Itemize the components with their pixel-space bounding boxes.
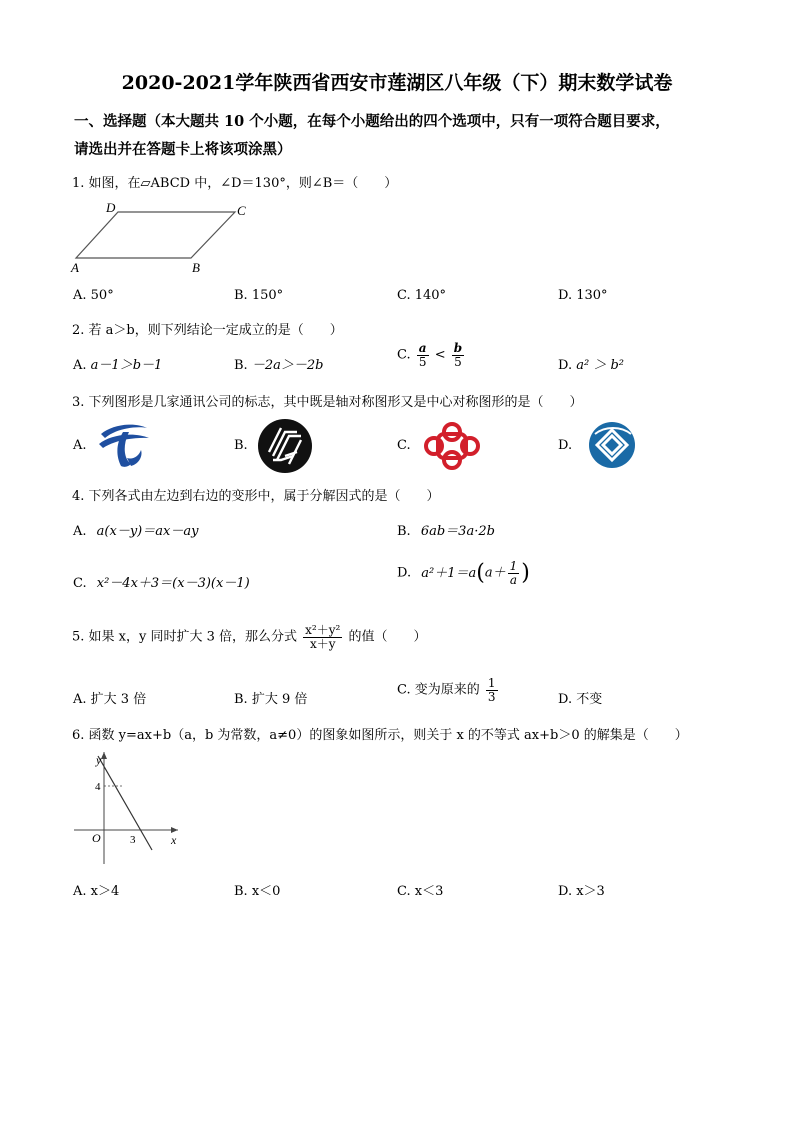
section-heading-line2: 请选出并在答题卡上将该项涂黑）	[74, 141, 292, 158]
question-1-stem: 1. 如图，在▱ABCD 中，∠D＝130°，则∠B＝（ ）	[72, 176, 398, 191]
fraction-numerator: b	[453, 341, 463, 355]
q2-option-a-expr: a－1＞b－1	[90, 358, 163, 373]
q5-fraction	[303, 624, 342, 650]
q4-option-b-letter: B.	[397, 524, 411, 539]
q5-option-c-fraction	[486, 677, 498, 703]
q5-option-d[interactable]: D. 不变	[558, 692, 603, 707]
fraction-numerator: 1	[509, 559, 518, 573]
q1-option-d[interactable]: D. 130°	[558, 288, 608, 303]
fraction-denominator: 5	[454, 354, 462, 369]
q4-option-a-expr: a(x－y)＝ax－ay	[96, 524, 199, 539]
q4-option-d-fraction	[508, 560, 520, 586]
linear-function-graph	[70, 746, 185, 866]
q2-option-b-expr: －2a＞－2b	[251, 358, 324, 373]
x-axis-label: x	[171, 833, 177, 847]
q2-option-a[interactable]	[73, 354, 162, 373]
china-mobile-logo	[585, 420, 639, 470]
left-paren: (	[476, 560, 485, 586]
vertex-c-label: C	[237, 203, 246, 218]
origin-label: O	[92, 831, 101, 845]
q2-option-d-letter: D.	[558, 358, 573, 373]
vertex-b-label: B	[192, 260, 200, 275]
q2-option-d-expr: a² ＞ b²	[576, 358, 624, 373]
x-intercept-label: 3	[130, 834, 136, 846]
vertex-a-label: A	[71, 260, 79, 275]
q5-option-c[interactable]	[397, 677, 500, 703]
vertex-d-label: D	[106, 200, 116, 215]
q4-option-d[interactable]	[397, 560, 530, 586]
q4-option-b[interactable]	[397, 520, 495, 539]
q2-option-c[interactable]	[397, 342, 466, 368]
section-heading-line1: 一、选择题（本大题共 10 个小题，在每个小题给出的四个选项中，只有一项符合题目要求，	[74, 113, 670, 130]
q3-option-b-letter[interactable]: B.	[234, 438, 248, 453]
parallelogram-shape	[76, 212, 235, 258]
paper-title: 2020-2021学年陕西省西安市莲湖区八年级（下）期末数学试卷	[121, 72, 673, 94]
q3-option-a-letter[interactable]: A.	[73, 438, 87, 453]
china-telecom-logo	[95, 420, 151, 470]
question-2-stem: 2. 若 a＞b，则下列结论一定成立的是（ ）	[72, 323, 343, 338]
q4-option-a[interactable]	[73, 520, 198, 539]
question-6-stem: 6. 函数 y=ax+b（a，b 为常数，a≠0）的图象如图所示，则关于 x 的不等式 ax+b＞0 的解集是（ ）	[72, 728, 688, 743]
q3-option-d-letter[interactable]: D.	[558, 438, 573, 453]
q2-option-a-letter: A.	[73, 358, 87, 373]
q6-option-c[interactable]: C. x＜3	[397, 884, 444, 899]
fraction-numerator: 1	[487, 676, 496, 690]
question-3-stem: 3. 下列图形是几家通讯公司的标志，其中既是轴对称图形又是中心对称图形的是（ ）	[72, 395, 583, 410]
q4-option-a-letter: A.	[73, 524, 87, 539]
q1-option-c[interactable]: C. 140°	[397, 288, 447, 303]
q4-option-d-lhs: a²＋1＝a	[421, 565, 477, 581]
y-intercept-label: 4	[95, 781, 101, 793]
q4-option-c-expr: x²－4x＋3＝(x－3)(x－1)	[96, 576, 250, 591]
q2-option-b-letter: B.	[234, 358, 248, 373]
q5-option-a[interactable]: A. 扩大 3 倍	[73, 692, 147, 707]
q2-option-b[interactable]	[234, 354, 323, 373]
q4-option-d-letter: D.	[397, 565, 412, 581]
less-than-sign: <	[434, 347, 446, 363]
q4-option-b-expr: 6ab＝3a·2b	[420, 524, 495, 539]
china-unicom-logo	[420, 420, 484, 472]
y-axis-arrow	[101, 752, 107, 759]
y-axis-label: y	[96, 753, 102, 767]
fraction-denominator: x＋y	[309, 636, 336, 651]
fraction-numerator: a	[418, 341, 427, 355]
q5-option-c-text: C. 变为原来的	[397, 682, 480, 698]
fraction-numerator: x²＋y²	[305, 623, 341, 637]
q5-option-b[interactable]: B. 扩大 9 倍	[234, 692, 308, 707]
q6-option-d[interactable]: D. x＞3	[558, 884, 605, 899]
q2-option-c-letter: C.	[397, 347, 411, 363]
q1-option-b[interactable]: B. 150°	[234, 288, 284, 303]
q4-option-c[interactable]	[73, 572, 250, 591]
fraction-denominator: 3	[487, 689, 496, 704]
right-paren: )	[521, 560, 530, 586]
q3-option-c-letter[interactable]: C.	[397, 438, 411, 453]
q2-option-d[interactable]	[558, 354, 624, 373]
question-5-stem	[72, 624, 426, 650]
fraction-denominator: 5	[418, 354, 427, 369]
q4-option-d-inner: a＋	[484, 565, 506, 581]
function-line	[98, 756, 152, 850]
fraction-denominator: a	[509, 572, 517, 587]
parallelogram-figure	[70, 198, 260, 278]
china-netcom-logo	[257, 418, 313, 474]
q2-option-c-fraction-a	[417, 342, 429, 368]
q5-stem-prefix: 5. 如果 x，y 同时扩大 3 倍，那么分式	[72, 629, 298, 645]
q6-option-b[interactable]: B. x＜0	[234, 884, 281, 899]
question-4-stem: 4. 下列各式由左边到右边的变形中，属于分解因式的是（ ）	[72, 489, 440, 504]
q4-option-c-letter: C.	[73, 576, 87, 591]
q2-option-c-fraction-b	[452, 342, 464, 368]
q6-option-a[interactable]: A. x＞4	[73, 884, 120, 899]
q1-option-a[interactable]: A. 50°	[73, 288, 114, 303]
q5-stem-suffix: 的值（ ）	[348, 629, 427, 645]
